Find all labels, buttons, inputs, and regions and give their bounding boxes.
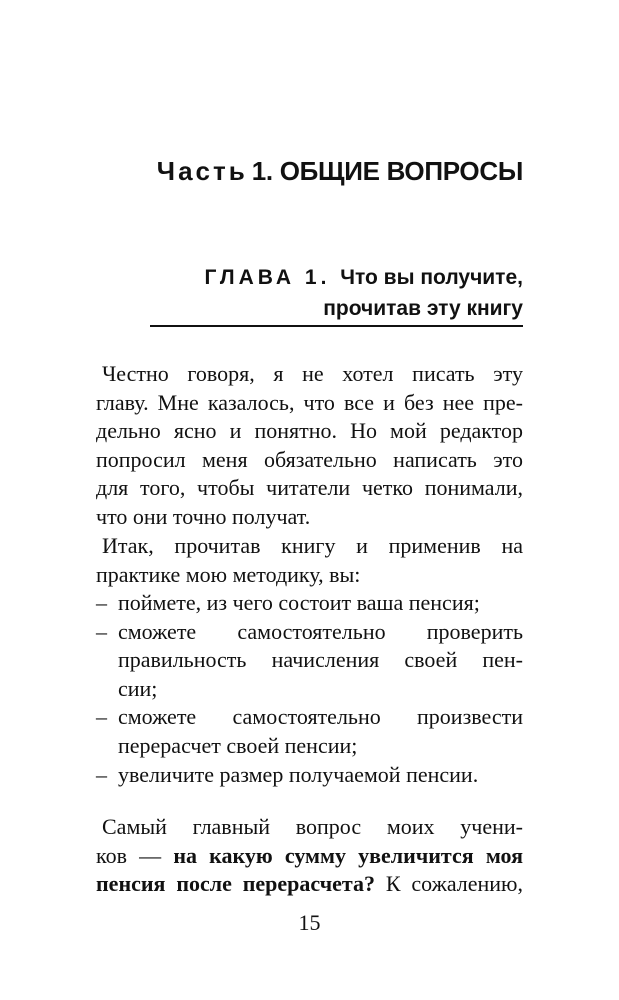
text-line: правильность начисления своей пен- [118,647,523,673]
chapter-label: ГЛАВА 1. [204,266,331,289]
text-line: попросил меня обязательно написать это [96,446,523,472]
page-number: 15 [298,910,321,935]
list-item [96,761,523,790]
text-line: сможете самостоятельно проверить [118,618,523,644]
text-line: перерасчет своей пенсии; [118,732,358,758]
text-line: Итак, прочитав книгу и применив на [102,533,523,558]
part-label: Часть [156,156,248,186]
text-line: что они точно получат. [96,503,311,529]
text-line: Честно говоря, я не хотел писать эту [102,361,523,386]
text-line: сможете самостоятельно произвести [118,704,523,730]
list-item [96,589,523,618]
text-line: увеличите размер получаемой пенсии. [118,761,479,787]
text-bold: на какую сумму увеличится моя [173,842,523,868]
part-name: ОБЩИЕ ВОПРОСЫ [279,156,523,186]
list-dash: – [96,761,107,787]
paragraph-1 [96,360,523,532]
paragraph-2 [96,532,523,589]
list-dash: – [96,590,107,615]
text-line [96,870,523,899]
list-dash: – [96,618,107,644]
text-line: Самый главный вопрос моих учени- [102,814,523,839]
part-number: 1. [251,156,273,186]
list-dash: – [96,704,107,730]
text-line [96,842,523,871]
list-item [96,618,523,704]
chapter-title-line-2: прочитав эту книгу [323,297,523,320]
text-line: поймете, из чего состоит ваша пенсия; [118,590,480,615]
text-line: сии; [118,675,158,701]
list-item [96,703,523,760]
text-line: главу. Мне казалось, что все и без нее пре- [96,389,523,415]
text-bold: пенсия после перерасчета? [96,871,375,897]
text-normal: ков — [96,842,162,868]
chapter-heading [150,262,523,324]
text-line: для того, чтобы читатели четко понимали, [96,475,523,501]
benefits-list [96,589,523,789]
chapter-title-line-1: Что вы получите, [340,266,523,289]
text-line: дельно ясно и понятно. Но мой редактор [96,418,523,444]
chapter-underline [150,325,523,327]
text-normal: К сожалению, [385,871,523,897]
part-title [157,156,523,187]
paragraph-3 [96,813,523,899]
text-line: практике мою методику, вы: [96,561,361,587]
